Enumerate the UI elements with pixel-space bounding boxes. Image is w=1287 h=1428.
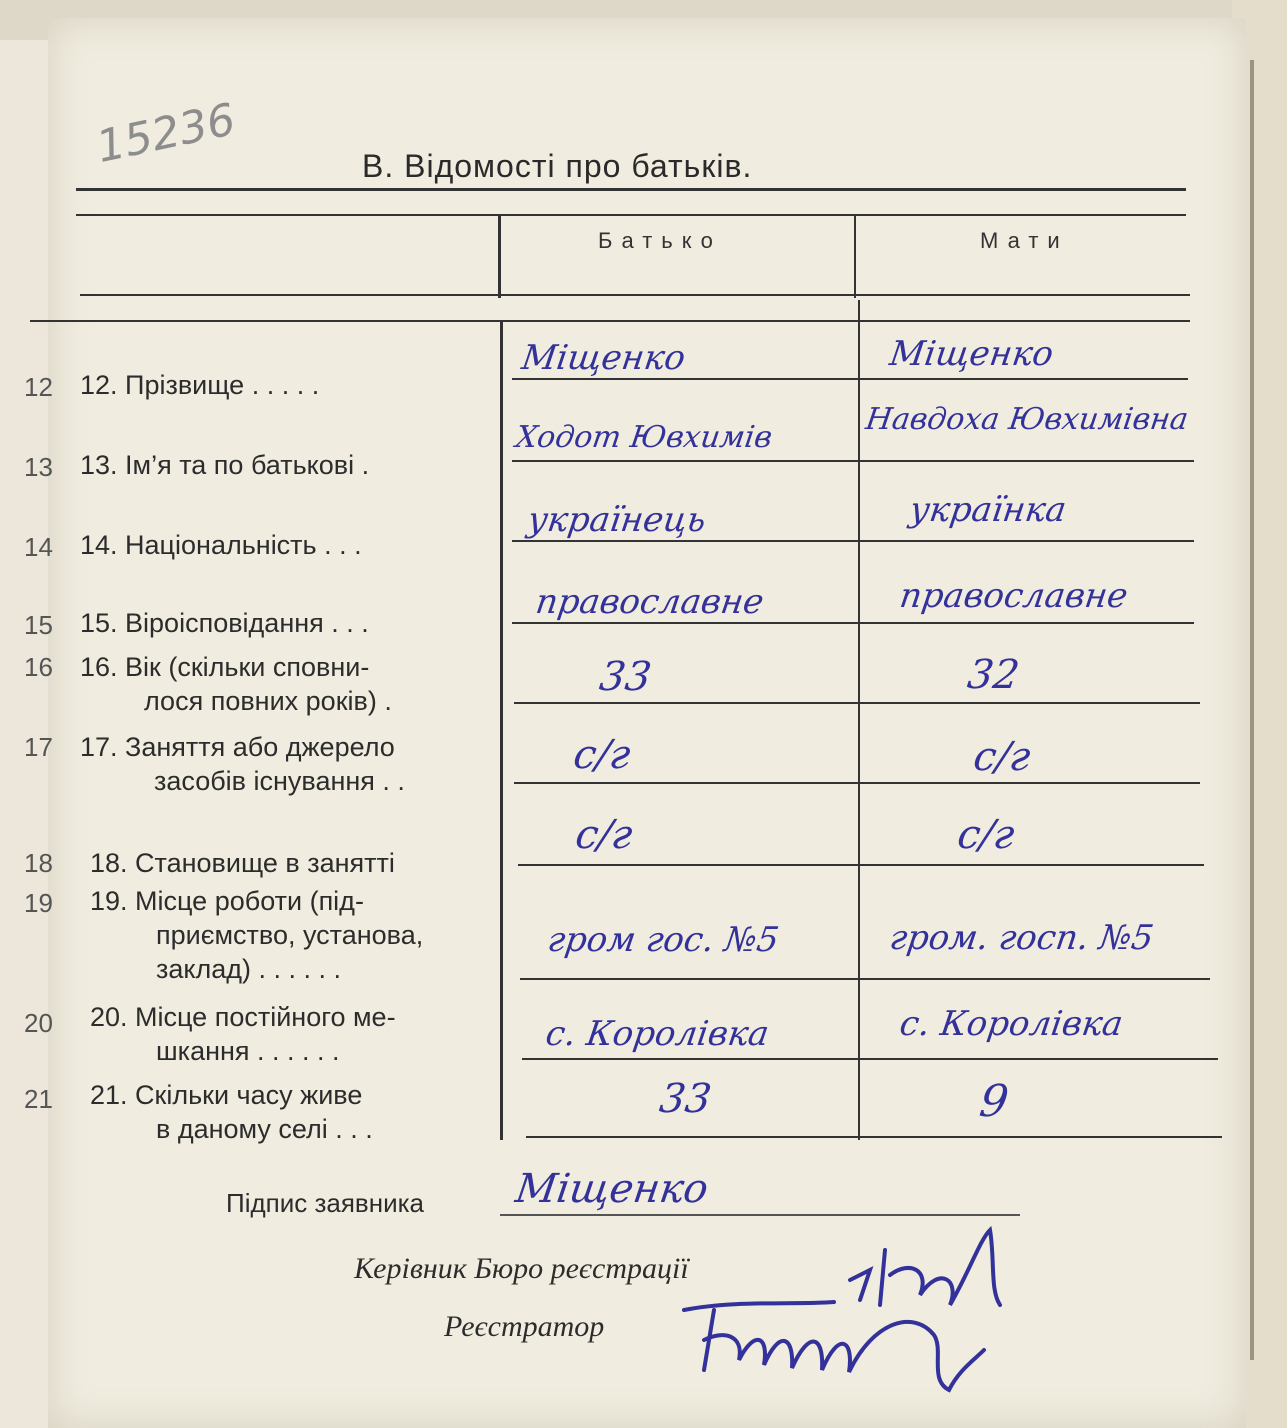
margin-number: 12 xyxy=(24,372,53,402)
father-residence: с. Королівка xyxy=(543,1014,772,1054)
row-line xyxy=(514,782,1200,784)
row-label-name: 13. Ім’я та по батькові . xyxy=(80,450,370,480)
row-label-occupation: 17. Заняття або джерело засобів існування . . xyxy=(80,732,405,796)
rule-col-2 xyxy=(858,300,860,1140)
row-label-nationality: 14. Національність . . . xyxy=(80,530,362,560)
mother-residence: с. Королівка xyxy=(897,1004,1126,1044)
row-line xyxy=(522,1058,1218,1060)
rule-col-1-header xyxy=(498,214,501,298)
row-label-residence: 20. Місце постійного ме- шкання . . . . . . xyxy=(90,1002,396,1066)
column-header-father: Батько xyxy=(598,228,722,253)
rule-header-bottom xyxy=(80,294,1190,296)
row-line xyxy=(526,1136,1222,1138)
margin-number: 21 xyxy=(24,1084,53,1114)
row-label-workplace: 19. Місце роботи (під- приємство, установа, заклад) . . . . . . xyxy=(90,886,424,984)
father-religion: православне xyxy=(533,582,767,622)
margin-number: 17 xyxy=(24,732,53,762)
row-line xyxy=(512,540,1194,542)
registrar-signature-scribble xyxy=(674,1290,1014,1410)
father-surname: Міщенко xyxy=(519,338,688,378)
father-time-in-village: 33 xyxy=(656,1076,715,1122)
row-line xyxy=(514,702,1200,704)
row-label-position: 18. Становище в занятті xyxy=(90,848,395,878)
row-line xyxy=(518,864,1204,866)
rule-col-1 xyxy=(500,320,503,1140)
rule-top-2 xyxy=(76,214,1186,216)
rule-top xyxy=(76,188,1186,191)
margin-number: 14 xyxy=(24,532,53,562)
row-line xyxy=(512,622,1194,624)
row-line xyxy=(520,978,1210,980)
margin-number: 18 xyxy=(24,848,53,878)
margin-number: 19 xyxy=(24,888,53,918)
margin-number: 13 xyxy=(24,452,53,482)
binding-line xyxy=(1250,60,1254,1360)
rule-header-bottom-2 xyxy=(30,320,1190,322)
row-label-age: 16. Вік (скільки сповни- лося повних років) . xyxy=(80,652,392,716)
mother-position: с/г xyxy=(954,812,1018,858)
margin-number: 16 xyxy=(24,652,53,682)
father-name: Ходот Ювхимів xyxy=(513,420,775,455)
page-title: В. Відомості про батьків. xyxy=(362,148,753,184)
mother-workplace: гром. госп. №5 xyxy=(887,918,1157,958)
father-position: с/г xyxy=(572,812,636,858)
row-line xyxy=(512,460,1194,462)
row-label-time-in-village: 21. Скільки часу живе в даному селі . . . xyxy=(90,1080,373,1144)
mother-religion: православне xyxy=(897,576,1131,616)
mother-name: Навдоха Ювхимівна xyxy=(863,402,1191,437)
rule-col-2-header xyxy=(854,214,856,298)
bureau-head-label: Керівник Бюро реєстрації xyxy=(354,1252,689,1285)
registrar-label: Реєстратор xyxy=(444,1310,605,1343)
father-age: 33 xyxy=(596,654,655,700)
mother-surname: Міщенко xyxy=(887,334,1056,374)
mother-occupation: с/г xyxy=(970,734,1034,780)
applicant-signature-label: Підпис заявника xyxy=(226,1188,425,1218)
applicant-signature: Міщенко xyxy=(512,1166,712,1212)
father-occupation: с/г xyxy=(570,732,634,778)
mother-age: 32 xyxy=(964,652,1023,698)
margin-number: 20 xyxy=(24,1008,53,1038)
mother-time-in-village: 9 xyxy=(976,1076,1012,1127)
father-nationality: українець xyxy=(525,500,709,540)
row-line xyxy=(512,378,1188,380)
column-header-mother: Мати xyxy=(980,228,1069,253)
father-workplace: гром гос. №5 xyxy=(545,920,782,960)
pencil-note: 15236 xyxy=(92,94,240,173)
mother-nationality: українка xyxy=(907,490,1069,530)
row-label-surname: 12. Прізвище . . . . . xyxy=(80,370,320,400)
row-label-religion: 15. Віроісповідання . . . xyxy=(80,608,369,638)
margin-number: 15 xyxy=(24,610,53,640)
